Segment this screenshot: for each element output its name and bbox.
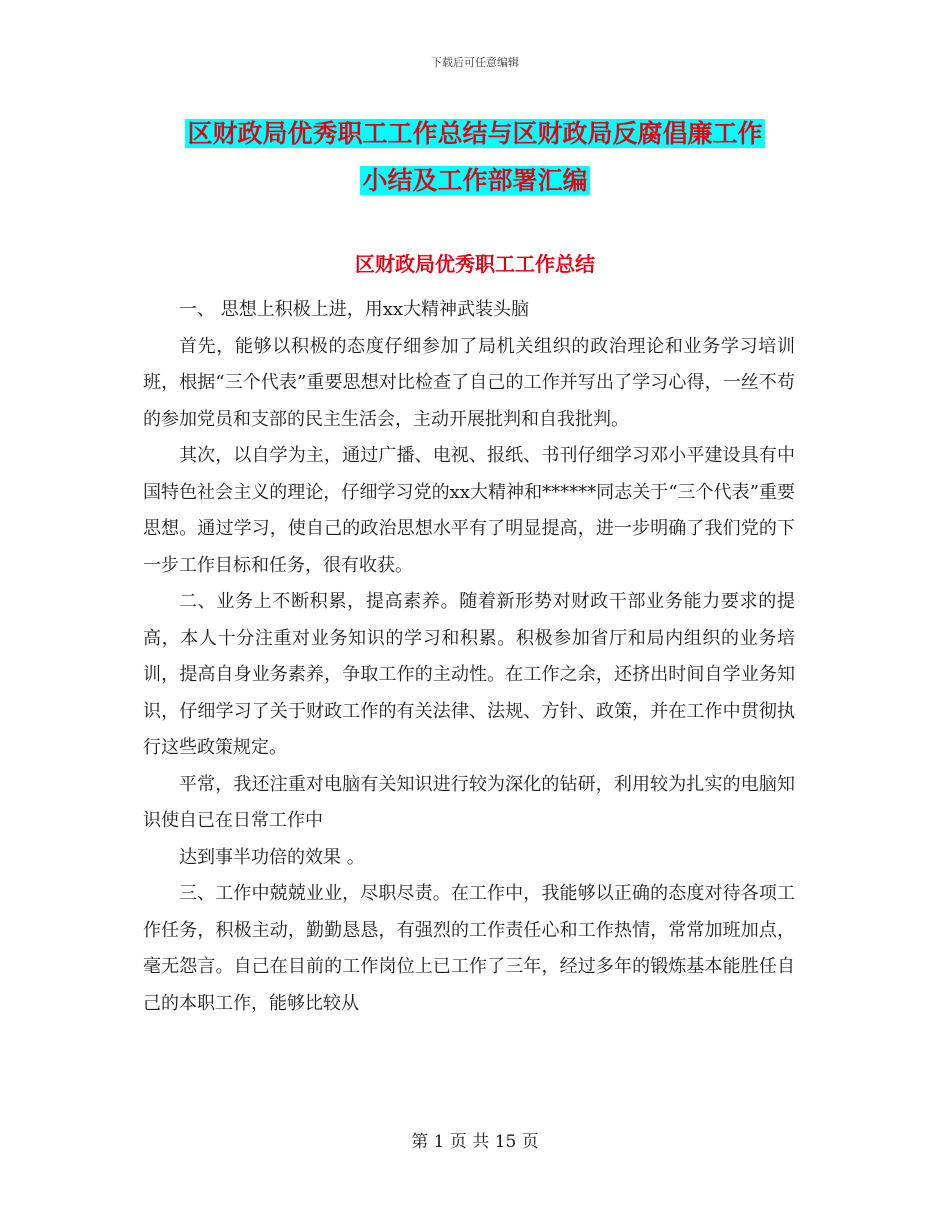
- paragraph: 二、业务上不断积累，提高素养。随着新形势对财政干部业务能力要求的提高，本人十分注重对业务知识的学习和积累。积极参加省厅和局内组织的业务培训，提高自身业务素养，争取工作的主动性。在工作之余，还挤出时间自学业务知识，仔细学习了关于财政工作的有关法律、法规、方针、政策，并在工作中贯彻执行这些政策规定。: [143, 591, 795, 758]
- paragraph: 其次，以自学为主，通过广播、电视、报纸、书刊仔细学习邓小平建设具有中国特色社会主义的理论，仔细学习党的xx大精神和******同志关于“三个代表”重要思想。通过学习，使自己的政治思想水平有了明显提高，进一步明确了我们党的下一步工作目标和任务，很有收获。: [143, 445, 795, 576]
- document-title-line-1: 区财政局优秀职工工作总结与区财政局反腐倡廉工作: [187, 119, 763, 148]
- paragraph: 首先，能够以积极的态度仔细参加了局机关组织的政治理论和业务学习培训班，根据“三个代表”重要思想对比检查了自己的工作并写出了学习心得，一丝不苟的参加党员和支部的民主生活会，主动开展批判和自我批判。: [143, 335, 795, 430]
- section-title: 区财政局优秀职工工作总结: [355, 252, 595, 276]
- document-title-line-2: 小结及工作部署汇编: [362, 166, 588, 195]
- document-title: [0, 110, 950, 204]
- paragraph: 达到事半功倍的效果 。: [179, 846, 365, 868]
- paragraph: 三、工作中兢兢业业，尽职尽责。在工作中，我能够以正确的态度对待各项工作任务，积极主动，勤勤恳恳，有强烈的工作责任心和工作热情，常常加班加点，毫无怨言。自己在目前的工作岗位上已工作了三年，经过多年的锻炼基本能胜任自己的本职工作，能够比较从: [143, 883, 795, 1014]
- paragraph: 平常，我还注重对电脑有关知识进行较为深化的钻研，利用较为扎实的电脑知识使自已在日常工作中: [143, 773, 795, 831]
- document-body: [143, 292, 795, 1022]
- paragraph: 一、 思想上积极上进，用xx大精神武装头脑: [179, 299, 530, 320]
- header-note: 下载后可任意编辑: [431, 56, 519, 69]
- page-number: 第 1 页 共 15 页: [411, 1132, 539, 1152]
